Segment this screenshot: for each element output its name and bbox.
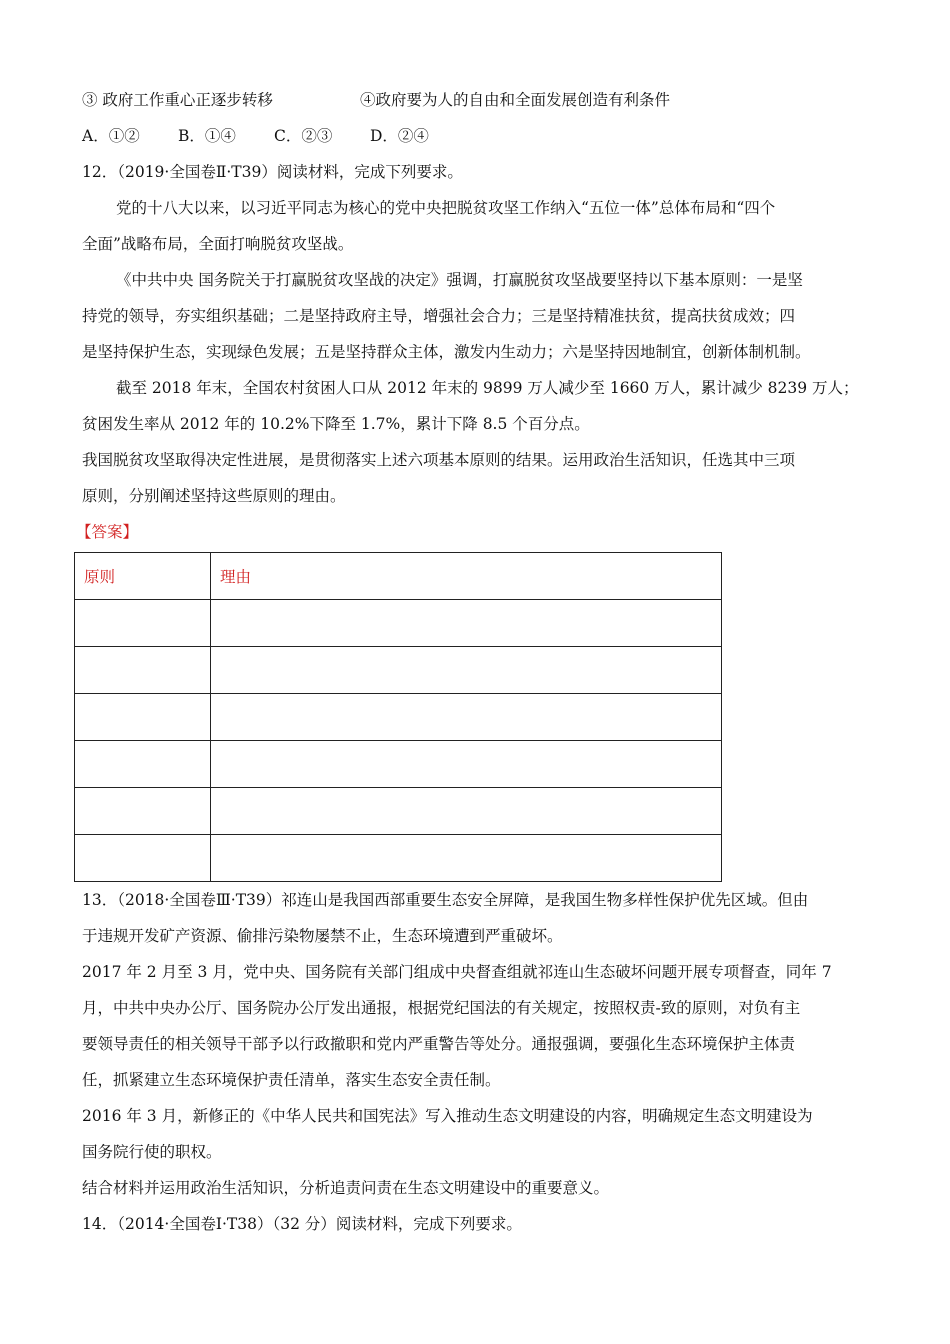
table-header-principle: 原则 bbox=[75, 553, 211, 600]
q13-paragraph-line: 2016 年 3 月，新修正的《中华人民共和国宪法》写入推动生态文明建设的内容，明确规定生态文明建设为 bbox=[82, 1107, 813, 1125]
q13-paragraph-line: 于违规开发矿产资源、偷排污染物屡禁不止，生态环境遭到严重破坏。 bbox=[82, 927, 563, 945]
choice-a: A．①② bbox=[82, 127, 140, 145]
table-cell bbox=[75, 647, 211, 694]
q13-paragraph-line: 结合材料并运用政治生活知识，分析追责问责在生态文明建设中的重要意义。 bbox=[82, 1179, 610, 1197]
table-row bbox=[75, 600, 722, 647]
q12-paragraph-line: 全面”战略布局，全面打响脱贫攻坚战。 bbox=[82, 235, 354, 253]
table-cell bbox=[75, 788, 211, 835]
q12-paragraph-line: 党的十八大以来，以习近平同志为核心的党中央把脱贫攻坚工作纳入“五位一体”总体布局和“四个 bbox=[116, 199, 776, 217]
table-cell bbox=[211, 835, 722, 882]
table-row bbox=[75, 835, 722, 882]
table-cell bbox=[211, 600, 722, 647]
table-header-reason: 理由 bbox=[211, 553, 722, 600]
option-3: ③ 政府工作重心正逐步转移 bbox=[82, 91, 273, 109]
q12-paragraph-line: 持党的领导，夯实组织基础；二是坚持政府主导，增强社会合力；三是坚持精准扶贫，提高扶贫成效；四 bbox=[82, 307, 796, 325]
q12-paragraph-line: 我国脱贫攻坚取得决定性进展，是贯彻落实上述六项基本原则的结果。运用政治生活知识，任选其中三项 bbox=[82, 451, 796, 469]
table-row bbox=[75, 788, 722, 835]
choice-c: C．②③ bbox=[274, 127, 333, 145]
table-cell bbox=[211, 694, 722, 741]
table-cell bbox=[75, 694, 211, 741]
q12-paragraph-line: 截至 2018 年末，全国农村贫困人口从 2012 年末的 9899 万人减少至 1660 万人，累计减少 8239 万人； bbox=[116, 379, 859, 397]
q13-paragraph-line: 要领导责任的相关领导干部予以行政撤职和党内严重警告等处分。通报强调，要强化生态环境保护主体责 bbox=[82, 1035, 796, 1053]
table-row bbox=[75, 694, 722, 741]
q13-paragraph-line: 国务院行使的职权。 bbox=[82, 1143, 222, 1161]
question-12-header: 12．（2019·全国卷Ⅱ·T39）阅读材料，完成下列要求。 bbox=[82, 163, 463, 181]
question-14-header: 14．（2014·全国卷Ⅰ·T38）（32 分）阅读材料，完成下列要求。 bbox=[82, 1215, 522, 1233]
table-cell bbox=[211, 647, 722, 694]
choice-d: D．②④ bbox=[370, 127, 429, 145]
table-cell bbox=[75, 741, 211, 788]
q13-paragraph-line: 月，中共中央办公厅、国务院办公厅发出通报，根据党纪国法的有关规定，按照权责-致的原则，对负有主 bbox=[82, 999, 801, 1017]
option-4: ④政府要为人的自由和全面发展创造有利条件 bbox=[360, 91, 671, 109]
q13-paragraph-line: 2017 年 2 月至 3 月，党中央、国务院有关部门组成中央督查组就祁连山生态破坏问题开展专项督查，同年 7 bbox=[82, 963, 832, 981]
choice-b: B．①④ bbox=[178, 127, 236, 145]
table-header-row bbox=[75, 553, 722, 600]
table-cell bbox=[75, 835, 211, 882]
q12-paragraph-line: 贫困发生率从 2012 年的 10.2%下降至 1.7%，累计下降 8.5 个百分点。 bbox=[82, 415, 590, 433]
q12-paragraph-line: 是坚持保护生态，实现绿色发展；五是坚持群众主体，激发内生动力；六是坚持因地制宜，创新体制机制。 bbox=[82, 343, 811, 361]
answer-table bbox=[74, 552, 722, 882]
answer-choices bbox=[82, 124, 429, 148]
table-cell bbox=[211, 741, 722, 788]
table-row bbox=[75, 741, 722, 788]
answer-label: 【答案】 bbox=[76, 523, 139, 541]
q12-paragraph-line: 原则，分别阐述坚持这些原则的理由。 bbox=[82, 487, 346, 505]
q13-paragraph-line: 任，抓紧建立生态环境保护责任清单，落实生态安全责任制。 bbox=[82, 1071, 501, 1089]
question-13-header: 13．（2018·全国卷Ⅲ·T39）祁连山是我国西部重要生态安全屏障，是我国生物多样性保护优先区域。但由 bbox=[82, 891, 809, 909]
table-cell bbox=[75, 600, 211, 647]
q12-paragraph-line: 《中共中央 国务院关于打赢脱贫攻坚战的决定》强调，打赢脱贫攻坚战要坚持以下基本原则：一是坚 bbox=[116, 271, 803, 289]
table-row bbox=[75, 647, 722, 694]
table-cell bbox=[211, 788, 722, 835]
